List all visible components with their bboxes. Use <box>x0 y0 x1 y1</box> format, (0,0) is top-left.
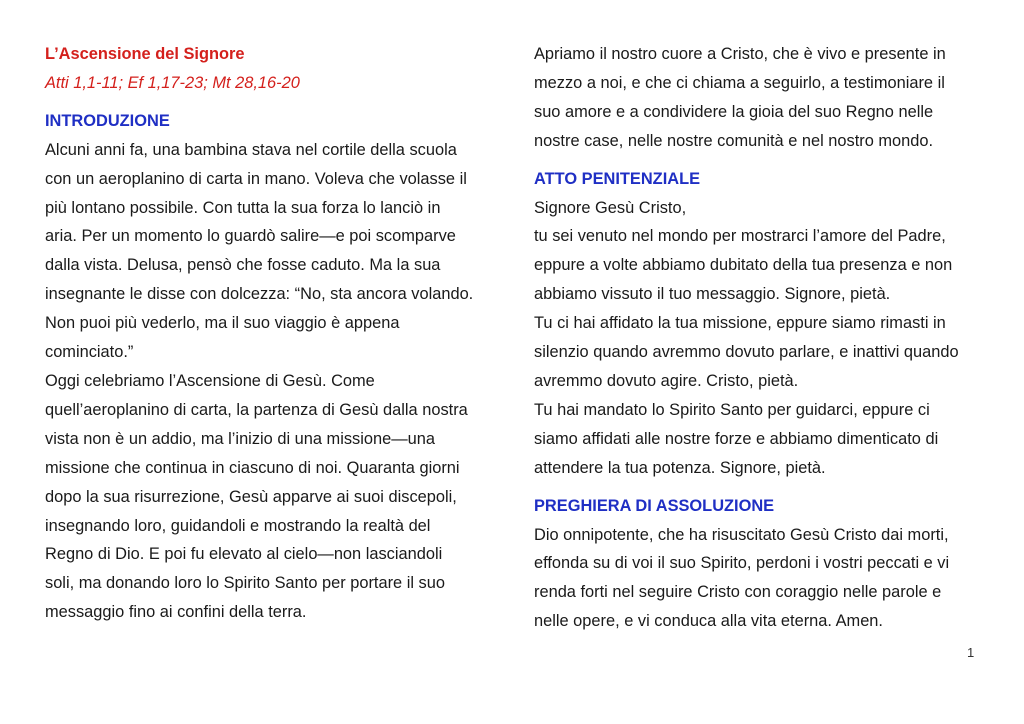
text-line: suo amore e a condividere la gioia del suo Regno nelle <box>534 102 934 121</box>
text-line: soli, ma donando loro lo Spirito Santo per portare il suo <box>45 574 445 593</box>
text-line: Regno di Dio. E poi fu elevato al cielo—non lasciandoli <box>45 545 443 564</box>
text-line: abbiamo vissuto il tuo messaggio. Signore, pietà. <box>534 285 891 304</box>
text-line: missione che continua in ciascuno di noi. Quaranta giorni <box>45 458 460 477</box>
heading-introduzione: INTRODUZIONE <box>45 111 170 130</box>
text-line: Tu ci hai affidato la tua missione, eppure siamo rimasti in <box>534 314 946 333</box>
text-line: più lontano possibile. Con tutta la sua forza lo lanciò in <box>45 198 441 217</box>
text-line: messaggio fino ai confini della terra. <box>45 603 307 622</box>
text-line: Signore Gesù Cristo, <box>534 198 687 217</box>
text-line: mezzo a noi, e che ci chiama a seguirlo, a testimoniare il <box>534 73 945 92</box>
intro-paragraph <box>45 136 495 627</box>
text-line: Non puoi più vederlo, ma il suo viaggio è appena <box>45 314 400 333</box>
right-column <box>534 40 979 636</box>
text-line: nostre case, nelle nostre comunità e nel nostro mondo. <box>534 131 934 150</box>
text-line: insegnando loro, guidandoli e mostrando la realtà del <box>45 516 431 535</box>
text-line: Alcuni anni fa, una bambina stava nel cortile della scuola <box>45 140 457 159</box>
text-line: aria. Per un momento lo guardò salire—e poi scomparve <box>45 227 456 246</box>
text-line: con un aeroplanino di carta in mano. Voleva che volasse il <box>45 169 467 188</box>
heading-preghiera-assoluzione: PREGHIERA DI ASSOLUZIONE <box>534 496 775 515</box>
scripture-references: Atti 1,1-11; Ef 1,17-23; Mt 28,16-20 <box>45 73 300 92</box>
text-line: tu sei venuto nel mondo per mostrarci l’amore del Padre, <box>534 227 946 246</box>
text-line: siamo affidati alle nostre forze e abbiamo dimenticato di <box>534 429 939 448</box>
text-line: Apriamo il nostro cuore a Cristo, che è vivo e presente in <box>534 45 946 63</box>
text-line: Dio onnipotente, che ha risuscitato Gesù Cristo dai morti, <box>534 525 949 544</box>
text-line: eppure a volte abbiamo dubitato della tua presenza e non <box>534 256 953 275</box>
text-line: insegnante le disse con dolcezza: “No, sta ancora volando. <box>45 285 474 304</box>
absolution-paragraph <box>534 521 979 637</box>
text-line: quell’aeroplanino di carta, la partenza di Gesù dalla nostra <box>45 400 468 419</box>
text-line: avremmo dovuto agire. Cristo, pietà. <box>534 371 799 390</box>
page-number: 1 <box>967 645 975 660</box>
text-line: vista non è un addio, ma l’inizio di una missione—una <box>45 429 435 448</box>
text-line: dalla vista. Delusa, pensò che fosse caduto. Ma la sua <box>45 256 441 275</box>
text-line: dopo la sua risurrezione, Gesù apparve ai suoi discepoli, <box>45 487 457 506</box>
text-line: attendere la tua potenza. Signore, pietà. <box>534 458 826 477</box>
text-line: Oggi celebriamo l’Ascensione di Gesù. Come <box>45 371 375 390</box>
text-line: renda forti nel seguire Cristo con coraggio nelle parole e <box>534 583 942 602</box>
text-line: Tu hai mandato lo Spirito Santo per guidarci, eppure ci <box>534 400 930 419</box>
text-line: effonda su di voi il suo Spirito, perdoni i vostri peccati e vi <box>534 554 950 573</box>
heading-atto-penitenziale: ATTO PENITENZIALE <box>534 169 701 188</box>
text-line: silenzio quando avremmo dovuto parlare, e inattivi quando <box>534 343 959 362</box>
document-title: L’Ascensione del Signore <box>45 45 245 63</box>
text-line: nelle opere, e vi conduca alla vita eterna. Amen. <box>534 612 883 631</box>
intro-continuation-paragraph <box>534 40 979 156</box>
left-column <box>45 40 495 627</box>
text-line: cominciato.” <box>45 343 134 362</box>
penitential-paragraph <box>534 194 979 483</box>
